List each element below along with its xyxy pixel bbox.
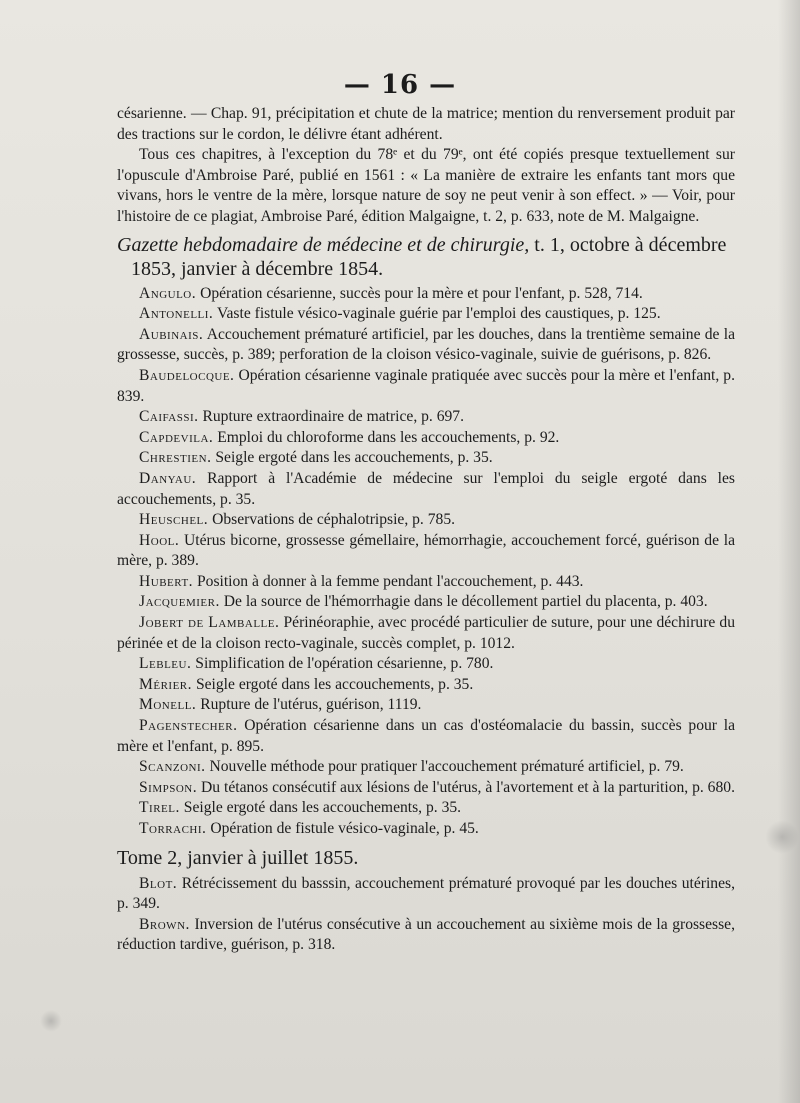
author-name: Chrestien. xyxy=(139,449,212,467)
entry-text: Rapport à l'Académie de médecine sur l'emploi du seigle ergoté dans les accouchements, p. 35. xyxy=(117,469,735,508)
entry-list xyxy=(117,874,735,956)
author-name: Jacquemier. xyxy=(139,593,220,611)
bibliography-entry xyxy=(117,325,735,366)
entry-text: Emploi du chloroforme dans les accouchements, p. 92. xyxy=(217,428,560,446)
author-name: Simpson. xyxy=(139,778,198,796)
entry-text: Du tétanos consécutif aux lésions de l'utérus, à l'avortement et à la parturition, p. 680. xyxy=(201,778,735,796)
entry-text: Opération césarienne vaginale pratiquée avec succès pour la mère et l'enfant, p. 839. xyxy=(117,366,735,405)
entry-text: Utérus bicorne, grossesse gémellaire, hémorrhagie, accouchement forcé, guérison de la mère, p. 389. xyxy=(117,531,736,570)
bibliography-entry xyxy=(117,407,735,428)
entry-text: Simplification de l'opération césarienne, p. 780. xyxy=(195,655,494,673)
entry-text: Nouvelle méthode pour pratiquer l'accouchement prématuré artificiel, p. 79. xyxy=(209,758,684,776)
entry-text: Rupture de l'utérus, guérison, 1119. xyxy=(200,696,422,714)
author-name: Scanzoni. xyxy=(139,758,206,776)
page-number: — 16 — xyxy=(343,70,457,100)
entry-list xyxy=(117,284,735,840)
author-name: Monell. xyxy=(139,696,197,714)
intro-paragraph: césarienne. — Chap. 91, précipitation et chute de la matrice; mention du renversement produit par des tractions sur le cordon, le délivre étant adhérent. xyxy=(117,105,735,143)
bibliography-entry xyxy=(117,284,735,305)
author-name: Torrachi. xyxy=(139,820,207,837)
page-gutter-shadow xyxy=(778,0,800,1103)
journal-title: Gazette hebdomadaire de médecine et de chirurgie, xyxy=(117,233,530,256)
page-body xyxy=(117,104,735,956)
bibliography-entry xyxy=(117,304,735,325)
author-name: Capdevila. xyxy=(139,428,214,446)
author-name: Antonelli. xyxy=(139,305,214,323)
entry-text: Seigle ergoté dans les accouchements, p. 35. xyxy=(195,675,474,693)
bibliography-entry xyxy=(117,654,735,675)
bibliography-entry xyxy=(117,874,735,915)
author-name: Pagenstecher. xyxy=(139,717,238,735)
entry-text: Opération césarienne, succès pour la mère et pour l'enfant, p. 528, 714. xyxy=(200,284,643,302)
tome-heading: Tome 2, janvier à juillet 1855. xyxy=(117,846,359,869)
bibliography-entry xyxy=(117,819,735,840)
paper-stain xyxy=(40,1010,62,1032)
entry-text: Position à donner à la femme pendant l'accouchement, p. 443. xyxy=(196,572,584,590)
bibliography-entry xyxy=(117,613,735,654)
entry-text: Rétrécissement du basssin, accouchement prématuré provoqué par les douches utérines, p. 349. xyxy=(117,874,735,913)
bibliography-entry xyxy=(117,695,735,716)
author-name: Mérier. xyxy=(139,675,193,693)
bibliography-entry xyxy=(117,510,735,531)
bibliography-entry xyxy=(117,428,735,449)
bibliography-entry xyxy=(117,469,735,510)
author-name: Aubinais. xyxy=(139,325,204,343)
bibliography-entry xyxy=(117,716,735,757)
entry-text: Accouchement prématuré artificiel, par les douches, dans la trentième semaine de la grossesse, succès, p. 389; perforation de la cloison vésico-vaginale, suivie de guérisons, p. 826. xyxy=(117,325,735,364)
volume-range: t. 1, octobre à décembre xyxy=(534,233,727,256)
bibliography-entry xyxy=(117,531,735,572)
bibliography-entry xyxy=(117,448,735,469)
entry-text: Rupture extraordinaire de matrice, p. 697. xyxy=(202,408,464,426)
entry-text: Inversion de l'utérus consécutive à un accouchement au sixième mois de la grossesse, réduction tardive, guérison, p. 318. xyxy=(117,915,735,954)
intro-paragraph: Tous ces chapitres, à l'exception du 78ᵉ et du 79ᵉ, ont été copiés presque textuellement sur l'opuscule d'Ambroise Paré, publié en 1561 : « La manière de extraire les enfants tant mors que vivans, hors le ventre de la mère, lorsque nature de soy ne peut venir à son effect. » — Voir, pour l'histoire de ce plagiat, Ambroise Paré, édition Malgaigne, t. 2, p. 633, note de M. Malgaigne. xyxy=(117,146,735,225)
paper-stain xyxy=(765,820,799,854)
entry-text: Vaste fistule vésico-vaginale guérie par l'emploi des caustiques, p. 125. xyxy=(216,305,661,323)
entry-text: Observations de céphalotripsie, p. 785. xyxy=(212,511,456,529)
author-name: Caifassi. xyxy=(139,408,199,426)
entry-text: Seigle ergoté dans les accouchements, p. 35. xyxy=(183,799,462,817)
entry-text: De la source de l'hémorrhagie dans le décollement partiel du placenta, p. 403. xyxy=(223,593,708,611)
date-range: 1853, janvier à décembre 1854. xyxy=(131,257,384,280)
author-name: Heuschel. xyxy=(139,511,209,529)
entry-text: Opération de fistule vésico-vaginale, p. 45. xyxy=(210,820,479,837)
author-name: Danyau. xyxy=(139,469,197,487)
author-name: Baudelocque. xyxy=(139,366,235,384)
author-name: Jobert de Lamballe. xyxy=(139,614,280,632)
bibliography-entry xyxy=(117,592,735,613)
entry-text: Périnéoraphie, avec procédé particulier de suture, pour une déchirure du périnée et de la cloison recto-vaginale, succès complet, p. 1012. xyxy=(117,614,735,652)
author-name: Blot. xyxy=(139,874,178,892)
author-name: Hubert. xyxy=(139,572,194,590)
author-name: Brown. xyxy=(139,915,190,933)
bibliography-entry xyxy=(117,778,735,799)
bibliography-entry xyxy=(117,915,735,956)
bibliography-entry xyxy=(117,572,735,593)
entry-text: Opération césarienne dans un cas d'ostéomalacie du bassin, succès pour la mère et l'enfant, p. 895. xyxy=(117,717,735,755)
author-name: Tirel. xyxy=(139,799,180,817)
author-name: Angulo. xyxy=(139,284,197,302)
bibliography-entry xyxy=(117,675,735,696)
bibliography-entry xyxy=(117,757,735,778)
section-heading xyxy=(117,233,735,281)
entry-text: Seigle ergoté dans les accouchements, p. 35. xyxy=(215,449,493,467)
bibliography-entry xyxy=(117,366,735,407)
author-name: Hool. xyxy=(139,531,180,549)
bibliography-entry xyxy=(117,798,735,819)
author-name: Lebleu. xyxy=(139,655,192,673)
